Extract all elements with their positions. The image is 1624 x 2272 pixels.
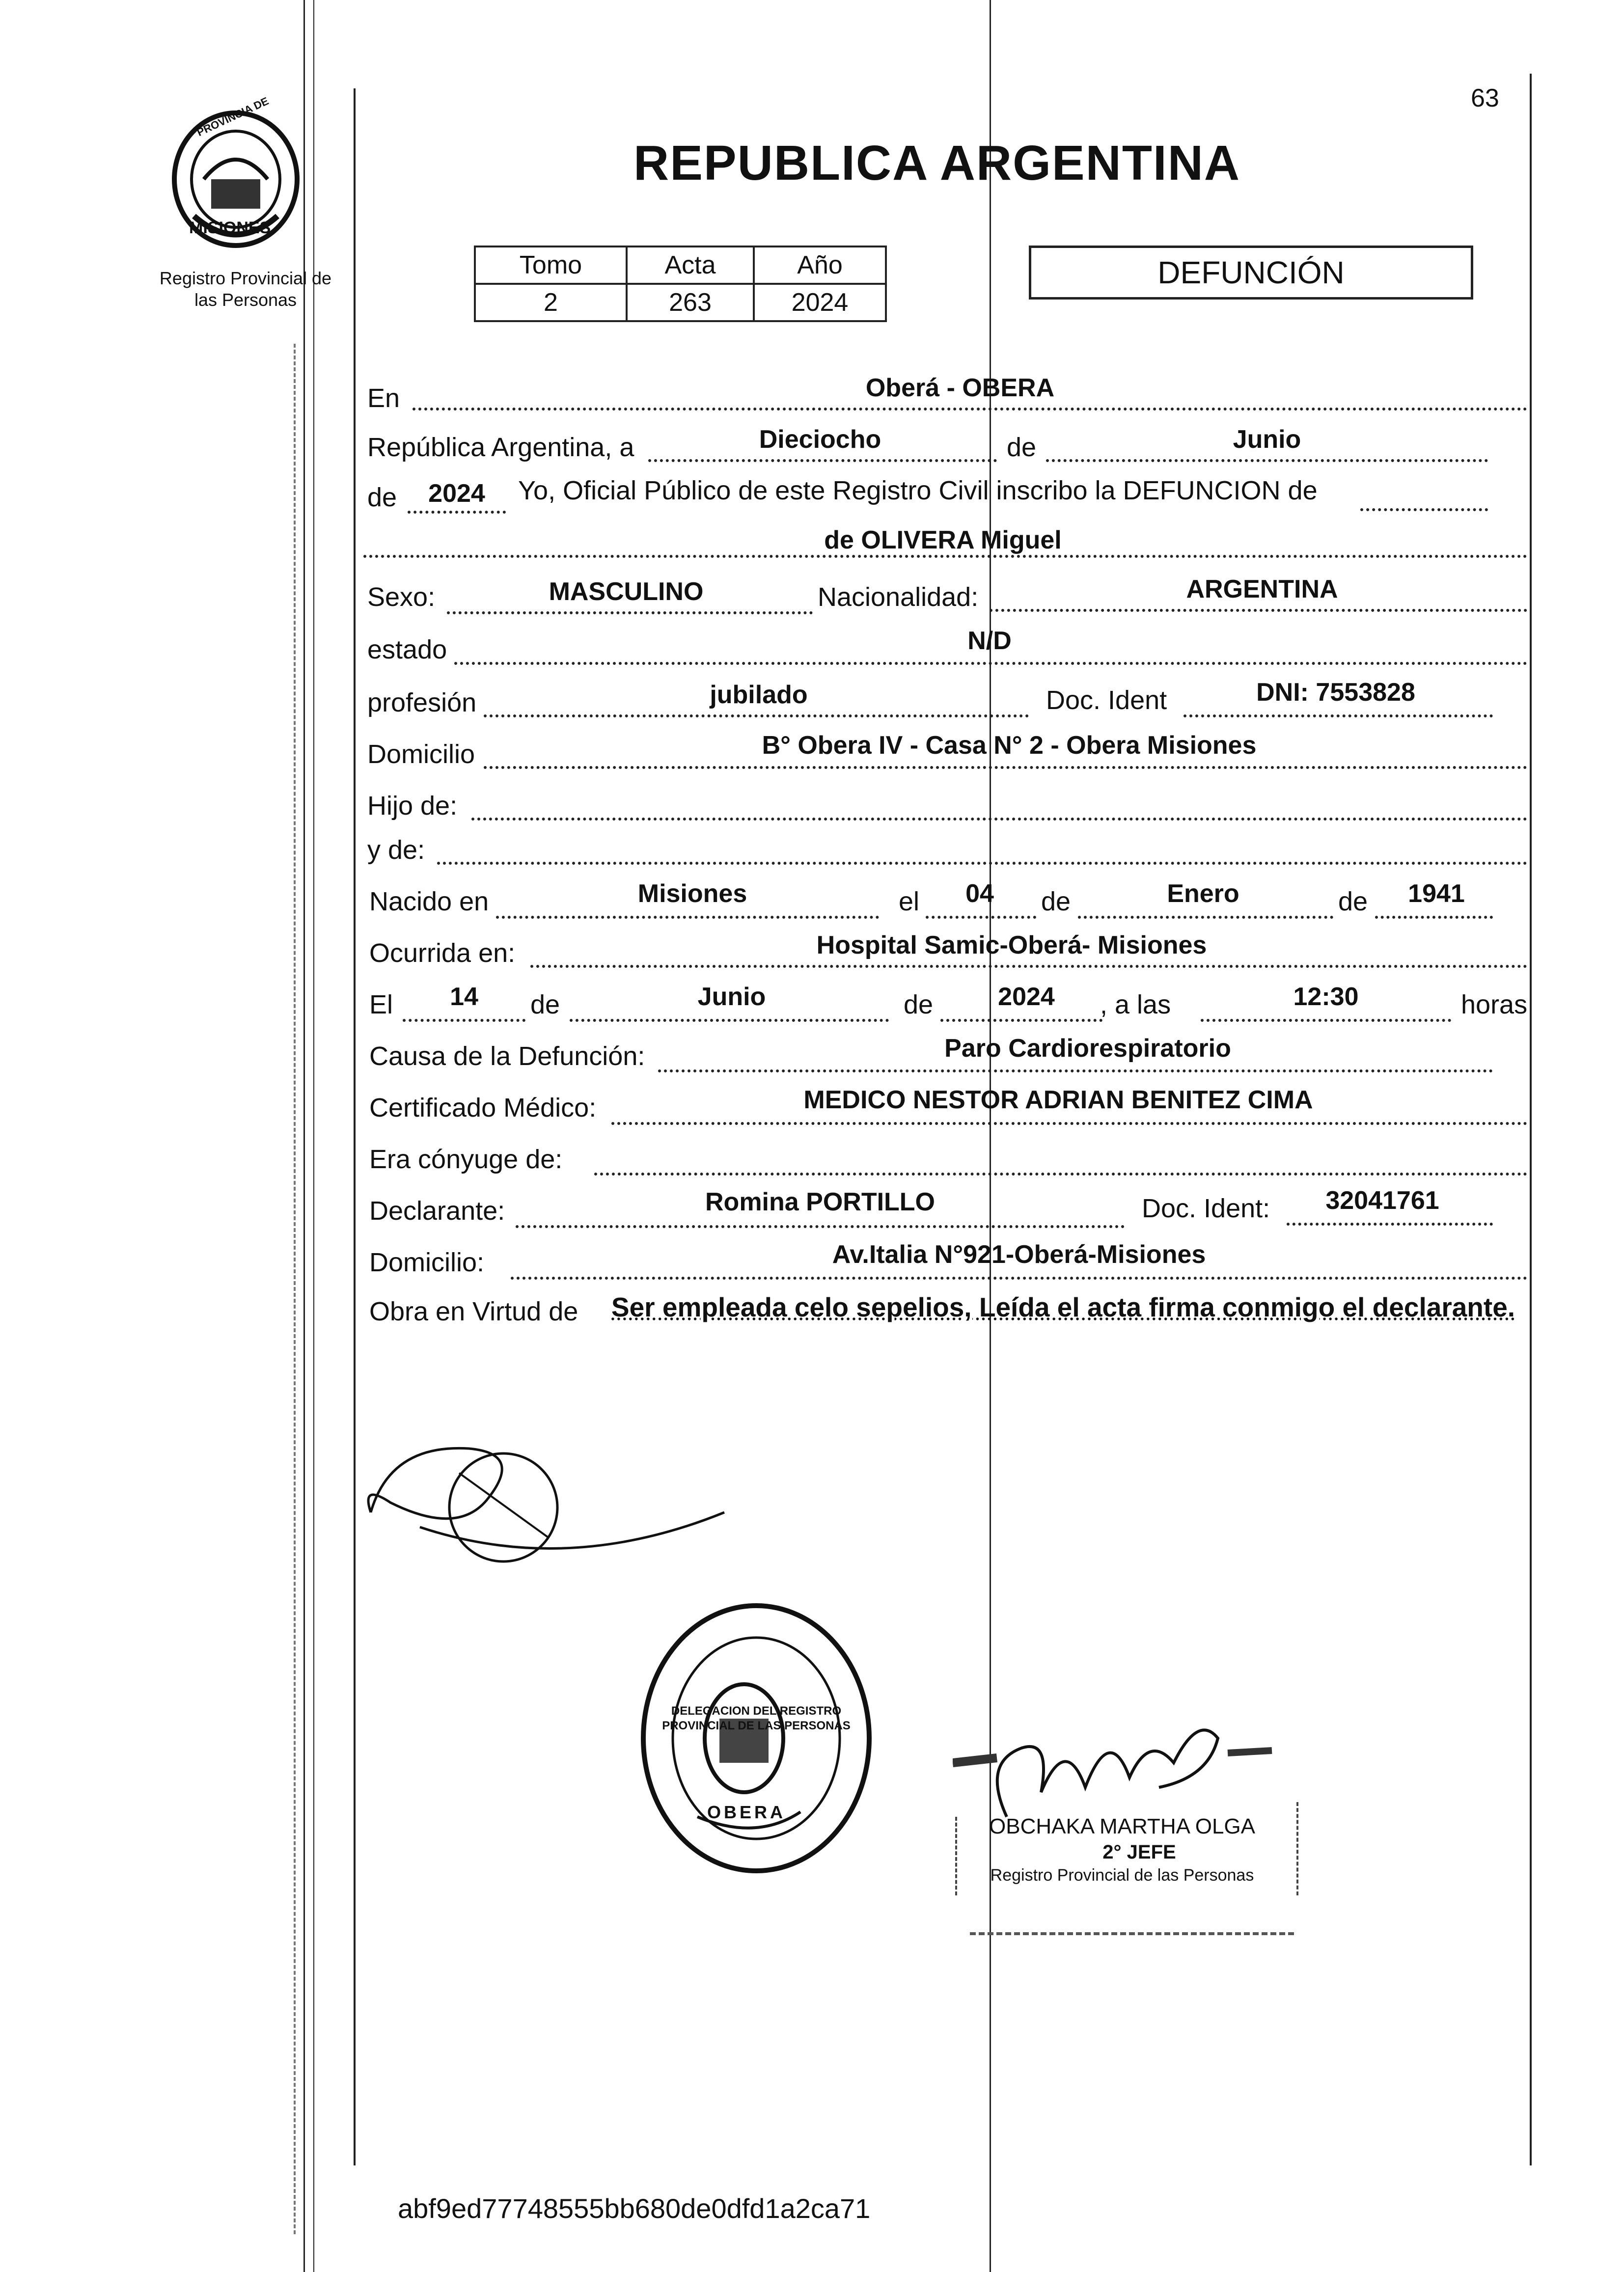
dots-sexo xyxy=(447,611,813,614)
label-de-mes: de xyxy=(1007,433,1037,462)
dots-def-mes xyxy=(570,1019,889,1022)
label-declarante: Declarante: xyxy=(369,1196,505,1226)
label-nacido: Nacido en xyxy=(369,887,489,916)
value-doc2: 32041761 xyxy=(1325,1186,1439,1215)
value-lugar: Oberá - OBERA xyxy=(865,374,1055,402)
dots-mes xyxy=(1046,459,1488,462)
value-doc: DNI: 7553828 xyxy=(1256,678,1415,707)
dots-hijo xyxy=(471,818,1527,821)
dots-nac-mes xyxy=(1078,916,1333,919)
dots-certificado xyxy=(611,1122,1527,1125)
label-nacionalidad: Nacionalidad: xyxy=(818,582,979,612)
value-profesion: jubilado xyxy=(710,681,808,709)
label-estado: estado xyxy=(367,635,447,664)
value-def-mes: Junio xyxy=(697,983,766,1011)
value-tomo: 2 xyxy=(475,284,627,321)
value-anio-inscripcion: 2024 xyxy=(428,479,485,508)
left-margin-line-inner xyxy=(313,0,314,2272)
signature-box-left xyxy=(955,1817,959,1895)
value-nac-anio: 1941 xyxy=(1408,879,1465,908)
value-nacionalidad: ARGENTINA xyxy=(1186,575,1338,603)
registry-caption-line2: las Personas xyxy=(194,290,297,310)
value-acta: 263 xyxy=(627,284,754,321)
dots-nacido xyxy=(496,916,879,919)
label-hijo: Hijo de: xyxy=(367,791,458,821)
value-certificado: MEDICO NESTOR ADRIAN BENITEZ CIMA xyxy=(803,1086,1313,1114)
registry-caption-line1: Registro Provincial de xyxy=(159,268,332,288)
dots-conyuge xyxy=(594,1173,1527,1176)
label-el-fecha: El xyxy=(369,990,393,1019)
page-number: 63 xyxy=(1471,84,1499,112)
value-def-dia: 14 xyxy=(450,983,478,1011)
emblem-text-top: PROVINCIA DE xyxy=(194,94,271,139)
seal-city: OBERA xyxy=(707,1802,786,1822)
label-de-nac-anio: de xyxy=(1338,887,1368,916)
dots-y-de xyxy=(437,862,1527,865)
label-republica: República Argentina, a xyxy=(367,433,634,462)
signature-box-bottom xyxy=(970,1932,1294,1935)
label-el: el xyxy=(899,887,920,916)
record-type-box: DEFUNCIÓN xyxy=(1029,246,1473,300)
label-conyuge: Era cónyuge de: xyxy=(369,1145,563,1174)
value-causa: Paro Cardiorespiratorio xyxy=(944,1034,1231,1063)
fold-line xyxy=(990,0,991,2272)
label-certificado: Certificado Médico: xyxy=(369,1093,597,1122)
header-anio: Año xyxy=(754,246,886,284)
header-tomo: Tomo xyxy=(475,246,627,284)
label-de-def-mes: de xyxy=(530,990,560,1019)
value-hora: 12:30 xyxy=(1293,983,1359,1011)
label-en: En xyxy=(367,383,400,413)
record-table xyxy=(474,246,887,322)
value-domicilio-declarante: Av.Italia N°921-Oberá-Misiones xyxy=(832,1240,1206,1269)
oficial-text: Yo, Oficial Público de este Registro Civil inscribo la DEFUNCION de xyxy=(518,476,1318,505)
page-title: REPUBLICA ARGENTINA xyxy=(633,136,1241,191)
dots-oficial xyxy=(1360,508,1488,511)
label-obra: Obra en Virtud de xyxy=(369,1297,578,1326)
label-profesion: profesión xyxy=(367,688,477,717)
label-domicilio-declarante: Domicilio: xyxy=(369,1248,485,1277)
value-estado: N/D xyxy=(967,627,1012,655)
value-ocurrida: Hospital Samic-Oberá- Misiones xyxy=(816,931,1207,959)
label-y-de: y de: xyxy=(367,835,425,865)
label-ocurrida: Ocurrida en: xyxy=(369,938,516,968)
value-sexo: MASCULINO xyxy=(549,577,704,606)
dots-domicilio2 xyxy=(511,1277,1527,1280)
dots-hora xyxy=(1201,1019,1451,1022)
dots-nac-anio xyxy=(1375,916,1493,919)
value-anio: 2024 xyxy=(754,284,886,321)
value-mes: Junio xyxy=(1233,425,1301,454)
dots-anio xyxy=(408,511,506,514)
dots-doc xyxy=(1184,714,1493,717)
form-left-border xyxy=(354,88,356,2165)
value-obra: Ser empleada celo sepelios, Leída el acta firma conmigo el declarante. xyxy=(611,1292,1515,1322)
dots-domicilio xyxy=(484,766,1527,769)
dots-ocurrida xyxy=(530,965,1527,968)
dots-nombre xyxy=(363,555,1527,558)
record-table-header xyxy=(475,246,886,284)
value-def-anio: 2024 xyxy=(998,983,1055,1011)
label-a-las: , a las xyxy=(1100,990,1171,1019)
label-sexo: Sexo: xyxy=(367,582,436,612)
dots-def-anio xyxy=(940,1019,1102,1022)
official-name: OBCHAKA MARTHA OLGA xyxy=(989,1814,1256,1838)
emblem-text-bottom: MISIONES xyxy=(189,219,271,237)
label-domicilio: Domicilio xyxy=(367,739,475,769)
punch-marks xyxy=(294,344,297,2234)
dots-nacionalidad xyxy=(990,609,1527,612)
header-acta: Acta xyxy=(627,246,754,284)
value-declarante: Romina PORTILLO xyxy=(705,1188,935,1216)
label-causa: Causa de la Defunción: xyxy=(369,1041,645,1071)
value-nacido: Misiones xyxy=(637,879,747,908)
value-nombre: de OLIVERA Miguel xyxy=(824,526,1062,554)
record-table-values xyxy=(475,284,886,321)
registry-caption xyxy=(142,268,349,311)
dots-doc2 xyxy=(1287,1223,1493,1226)
value-domicilio: B° Obera IV - Casa N° 2 - Obera Misiones xyxy=(762,731,1257,760)
left-margin-line xyxy=(303,0,305,2272)
label-doc-ident: Doc. Ident xyxy=(1046,685,1167,715)
dots-causa xyxy=(658,1069,1493,1072)
label-de-def-anio: de xyxy=(904,990,934,1019)
official-office: Registro Provincial de las Personas xyxy=(990,1866,1254,1885)
dots-en xyxy=(413,408,1527,411)
dots-estado xyxy=(454,662,1527,665)
dots-def-dia xyxy=(403,1019,525,1022)
official-role: 2° JEFE xyxy=(1102,1841,1176,1863)
dots-declarante xyxy=(516,1225,1125,1228)
declarant-signature xyxy=(361,1414,734,1581)
official-signature xyxy=(953,1704,1306,1832)
value-nac-dia: 04 xyxy=(965,879,994,908)
label-de-nac-mes: de xyxy=(1041,887,1071,916)
label-doc-ident-declarante: Doc. Ident: xyxy=(1142,1194,1270,1223)
value-nac-mes: Enero xyxy=(1167,879,1239,908)
official-seal xyxy=(633,1596,879,1881)
dots-profesion xyxy=(484,714,1029,717)
dots-nac-dia xyxy=(926,916,1036,919)
signature-box-right xyxy=(1296,1802,1300,1895)
dots-dia xyxy=(648,459,997,462)
document-hash: abf9ed77748555bb680de0dfd1a2ca71 xyxy=(398,2193,871,2224)
label-de-anio: de xyxy=(367,483,397,512)
value-dia: Dieciocho xyxy=(759,425,881,454)
form-right-border xyxy=(1530,74,1532,2165)
seal-ring-text: DELEGACION DEL REGISTRO PROVINCIAL DE LAS PERSONAS xyxy=(662,1704,851,1732)
label-horas: horas xyxy=(1461,990,1528,1019)
